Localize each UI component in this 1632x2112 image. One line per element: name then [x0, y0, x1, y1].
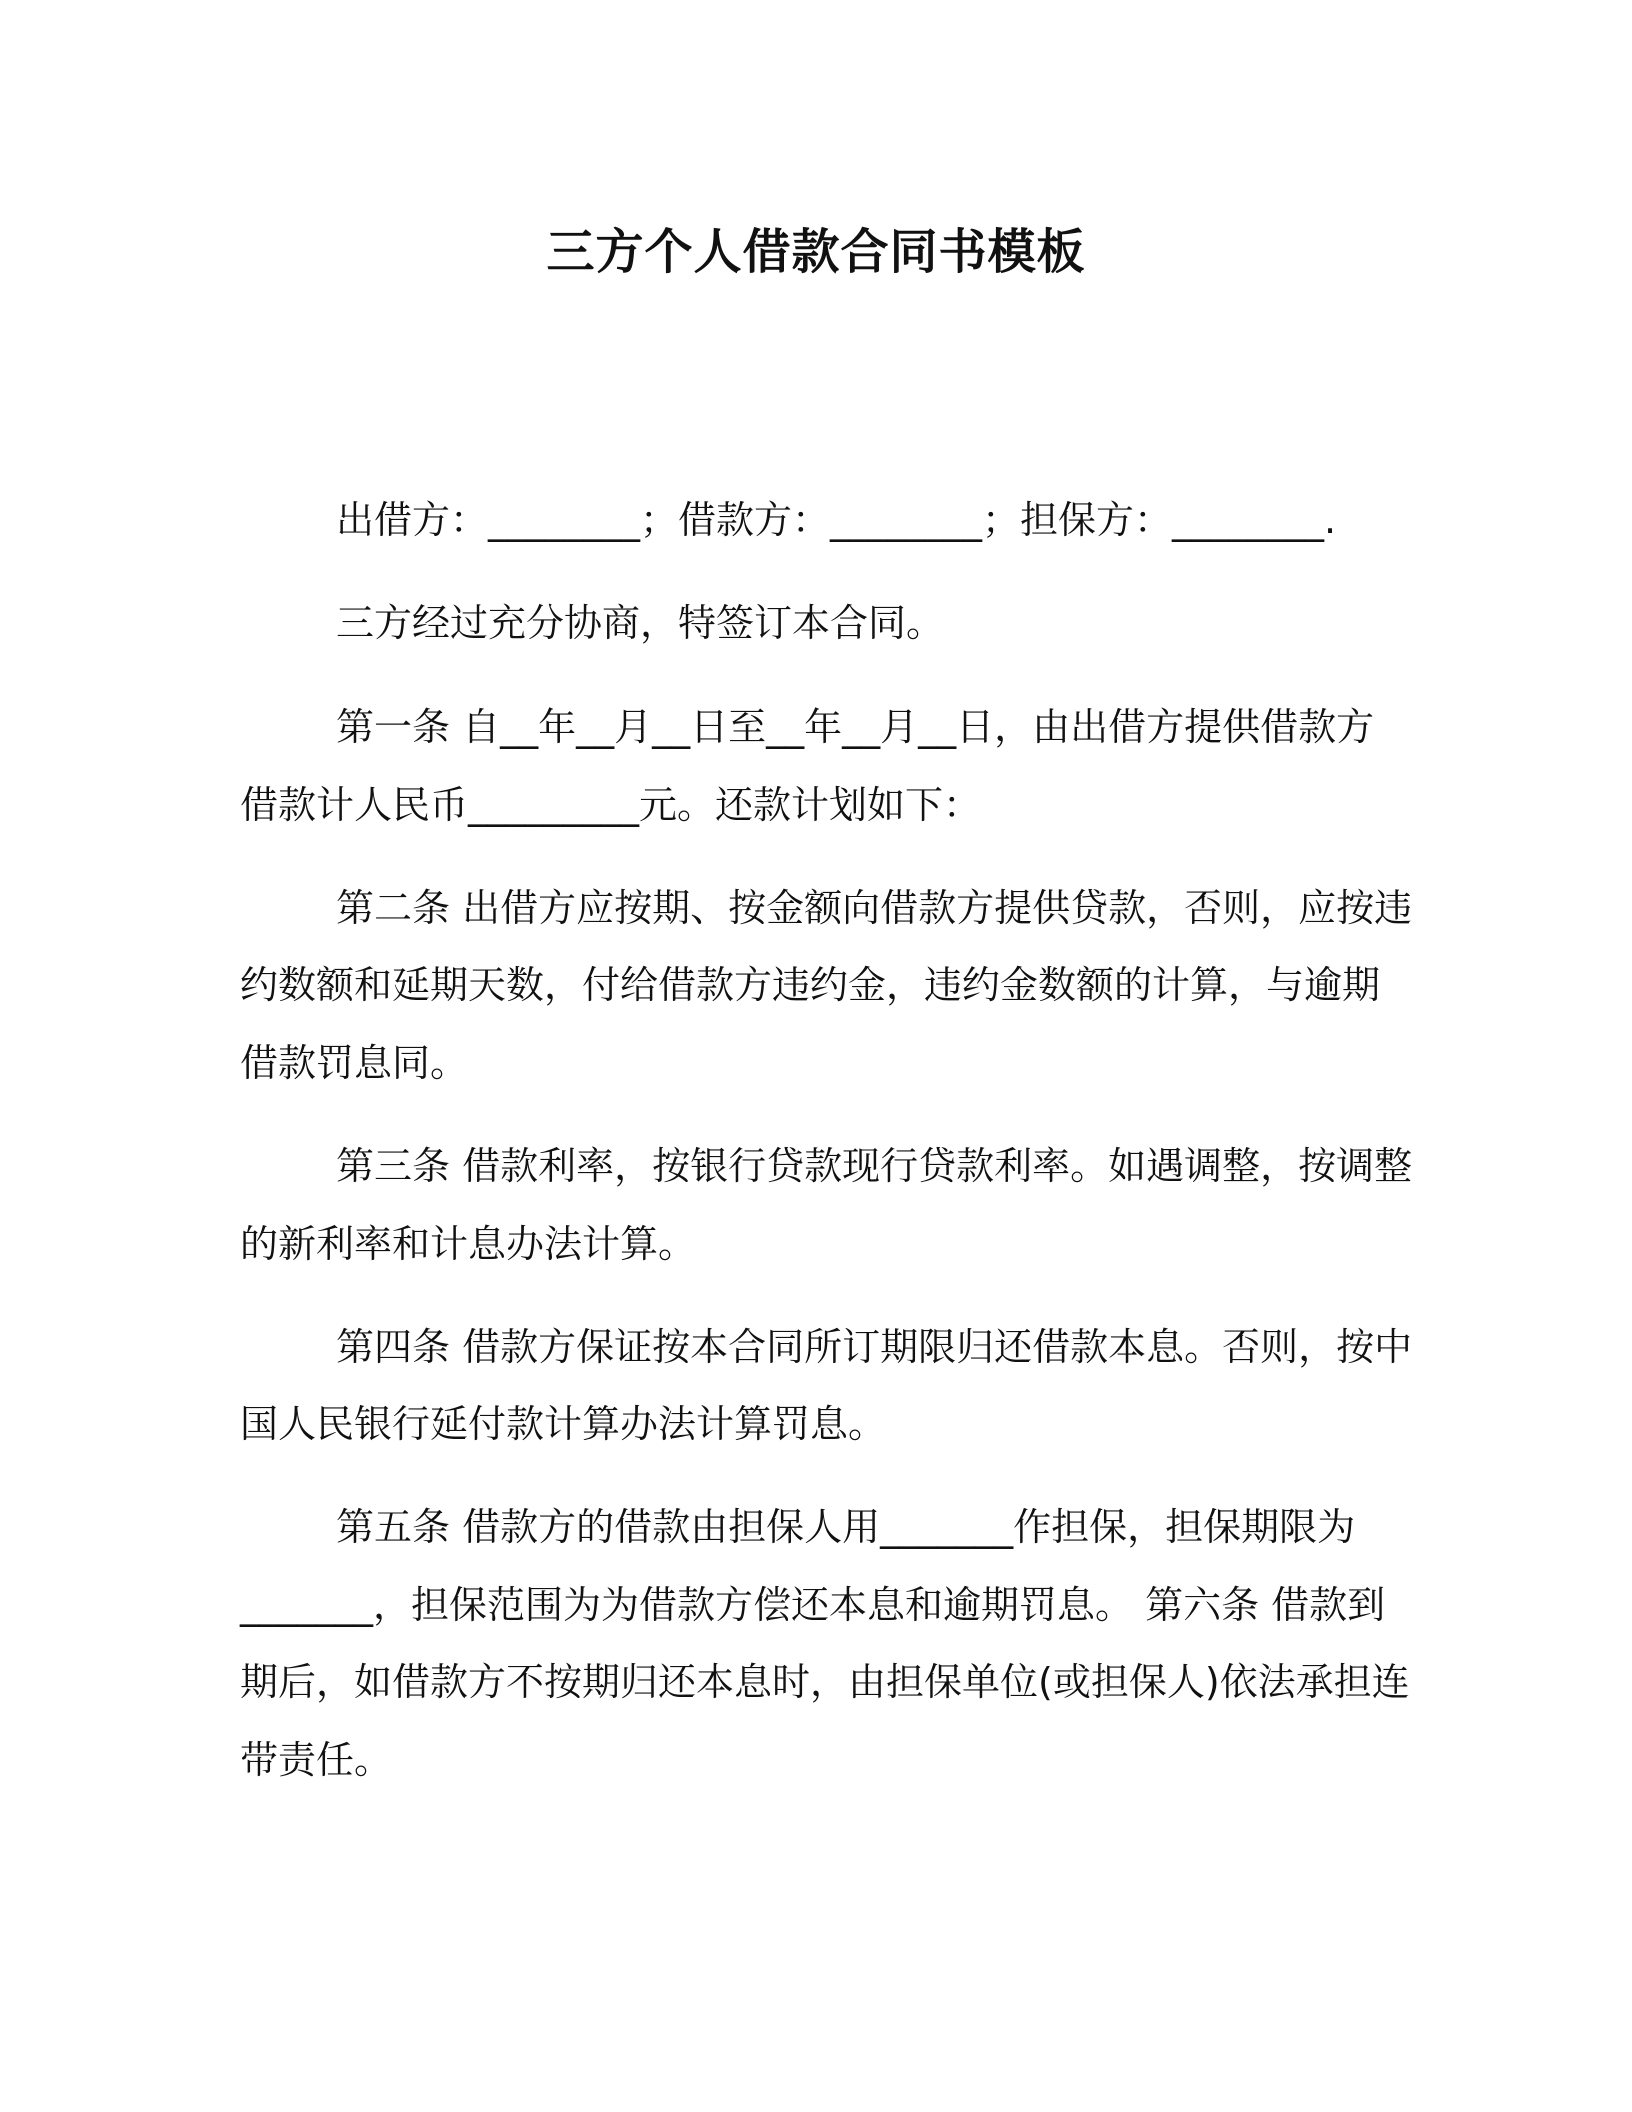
article-5-line-1: 第五条 借款方的借款由担保人用_______作担保，担保期限为: [336, 1505, 1356, 1549]
article-2-line-3: 借款罚息同。: [240, 1041, 469, 1085]
article-1-line-1: 第一条 自__年__月__日至__年__月__日，由出借方提供借款方: [336, 705, 1375, 749]
article-4-line-2: 国人民银行延付款计算办法计算罚息。: [240, 1402, 887, 1446]
article-5-line-3: 期后，如借款方不按期归还本息时，由担保单位(或担保人)依法承担连: [240, 1660, 1410, 1704]
parties-line: 出借方：________；借款方：________；担保方：________.: [336, 498, 1337, 542]
article-2-line-1: 第二条 出借方应按期、按金额向借款方提供贷款，否则，应按违: [336, 886, 1413, 930]
document-title: 三方个人借款合同书模板: [546, 224, 1086, 280]
article-2-line-2: 约数额和延期天数，付给借款方违约金，违约金数额的计算，与逾期: [240, 963, 1381, 1007]
intro-paragraph: 三方经过充分协商，特签订本合同。: [336, 601, 945, 645]
article-3-line-2: 的新利率和计息办法计算。: [240, 1222, 697, 1266]
article-4-line-1: 第四条 借款方保证按本合同所订期限归还借款本息。否则，按中: [336, 1325, 1413, 1369]
article-5-line-4: 带责任。: [240, 1738, 393, 1782]
article-1-line-2: 借款计人民币_________元。还款计划如下：: [240, 783, 982, 827]
article-5-line-2: _______，担保范围为为借款方偿还本息和逾期罚息。 第六条 借款到: [240, 1583, 1386, 1627]
article-3-line-1: 第三条 借款利率，按银行贷款现行贷款利率。如遇调整，按调整: [336, 1144, 1413, 1188]
